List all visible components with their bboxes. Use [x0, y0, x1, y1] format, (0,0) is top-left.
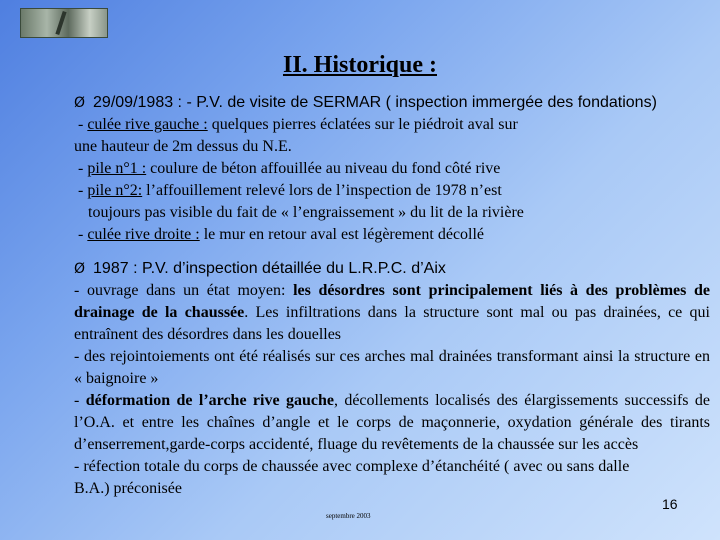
- arrow-bullet-icon: Ø: [74, 95, 86, 111]
- header-photo-thumbnail: [20, 8, 108, 38]
- paragraph-etat-moyen: - ouvrage dans un état moyen: les désordres sont principalement liés à des problèmes de drainage de la chaussée. Les infiltrations dans la structure sont mal ou pas drainées, ce qui entraînent des désordres dans les douelles: [74, 282, 710, 343]
- footer-date: septembre 2003: [326, 512, 371, 520]
- culee-gauche-line-2: une hauteur de 2m dessus du N.E.: [74, 138, 292, 155]
- culee-droite-line: - culée rive droite : le mur en retour aval est légèrement décollé: [78, 226, 485, 243]
- pile2-line: - pile n°2: l’affouillement relevé lors de l’inspection de 1978 n’est: [78, 182, 502, 199]
- paragraph-deformation: - déformation de l’arche rive gauche, décollements localisés des élargissements successifs de l’O.A. et entre les chaînes d’angle et le corps de maçonnerie, oxydation générale des tirants d’enserrement,garde-corps accidenté, fluage du revêtements de la chaussée sur les accès: [74, 392, 711, 453]
- paragraph-refection-line-2: B.A.) préconisée: [74, 480, 182, 497]
- pile1-line: - pile n°1 : coulure de béton affouillée au niveau du fond côté rive: [78, 160, 501, 177]
- section-1983-heading: Ø 29/09/1983 : - P.V. de visite de SERMAR ( inspection immergée des fondations): [74, 94, 657, 111]
- section-1987: [74, 258, 710, 500]
- pile2-line-2: toujours pas visible du fait de « l’engraissement » du lit de la rivière: [88, 204, 524, 221]
- section-1987-heading: Ø 1987 : P.V. d’inspection détaillée du L.R.P.C. d’Aix: [74, 260, 446, 277]
- section-1983: [74, 92, 704, 246]
- paragraph-refection-line-1: - réfection totale du corps de chaussée avec complexe d’étanchéité ( avec ou sans dalle: [74, 458, 630, 475]
- page-number: 16: [662, 496, 678, 512]
- slide-title: II. Historique :: [282, 52, 437, 78]
- arrow-bullet-icon: Ø: [74, 261, 86, 277]
- culee-gauche-line: - culée rive gauche : quelques pierres éclatées sur le piédroit aval sur: [78, 116, 518, 133]
- paragraph-rejointoiements: - des rejointoiements ont été réalisés sur ces arches mal drainées transformant ainsi la structure en « baignoire »: [74, 348, 710, 387]
